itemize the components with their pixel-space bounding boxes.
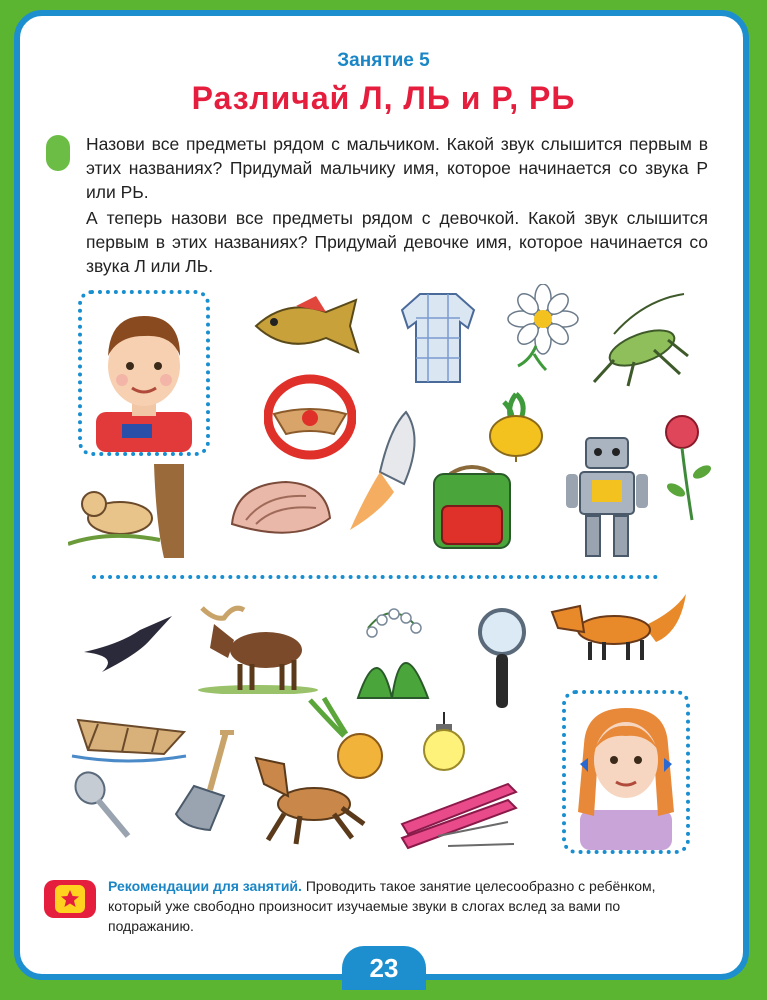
task-text-boy: Назови все предметы рядом с мальчиком. Какой звук слышится первым в этих названиях? Придумай мальчику имя, которое начинается со звука Р или РЬ.	[86, 134, 708, 202]
girl-frame	[562, 690, 690, 854]
swallow-picture	[80, 614, 176, 674]
lily-of-the-valley-picture	[338, 598, 448, 700]
girl-illustration	[566, 694, 686, 850]
recommendation-heading: Рекомендации для занятий.	[108, 878, 302, 894]
steering-wheel-picture	[264, 374, 356, 460]
rocket-picture	[344, 408, 428, 536]
horse-picture	[244, 744, 370, 854]
lesson-title: Различай Л, ЛЬ и Р, РЬ	[191, 80, 576, 116]
fish-picture	[246, 292, 374, 358]
task-marker	[46, 135, 70, 171]
section-divider	[92, 575, 658, 579]
robot-picture	[564, 434, 650, 558]
rose-picture	[656, 412, 720, 522]
lightbulb-picture	[416, 712, 472, 782]
task-text-girl: А теперь назови все предметы рядом с девочкой. Какой звук слышится первым в этих названиях? Придумай девочке имя, которое начинается со звука Л или ЛЬ.	[86, 208, 708, 276]
boy-illustration	[82, 294, 206, 452]
backpack-picture	[420, 460, 524, 552]
star-icon	[55, 885, 85, 913]
turnip-picture	[480, 390, 552, 462]
spoon-picture	[72, 770, 134, 840]
boy-frame	[78, 290, 210, 456]
page-number: 23	[342, 946, 426, 990]
fox-picture	[544, 592, 688, 662]
chamomile-picture	[500, 284, 586, 374]
shovel-picture	[164, 730, 238, 834]
recommendation-badge	[44, 880, 96, 918]
skis-picture	[398, 780, 520, 860]
shirt-picture	[398, 288, 478, 386]
grasshopper-picture	[584, 290, 694, 390]
recommendation-text	[108, 876, 708, 936]
moose-picture	[194, 600, 322, 694]
seashell-picture	[226, 474, 336, 546]
lynx-picture	[68, 464, 184, 558]
recommendation-body: Проводить такое занятие целесообразно с ребёнком, который уже свободно произносит изучаемые звуки в слогах вслед за вами по подражанию.	[108, 878, 656, 934]
magnifier-picture	[474, 606, 530, 710]
lesson-number: Занятие 5	[337, 50, 430, 71]
